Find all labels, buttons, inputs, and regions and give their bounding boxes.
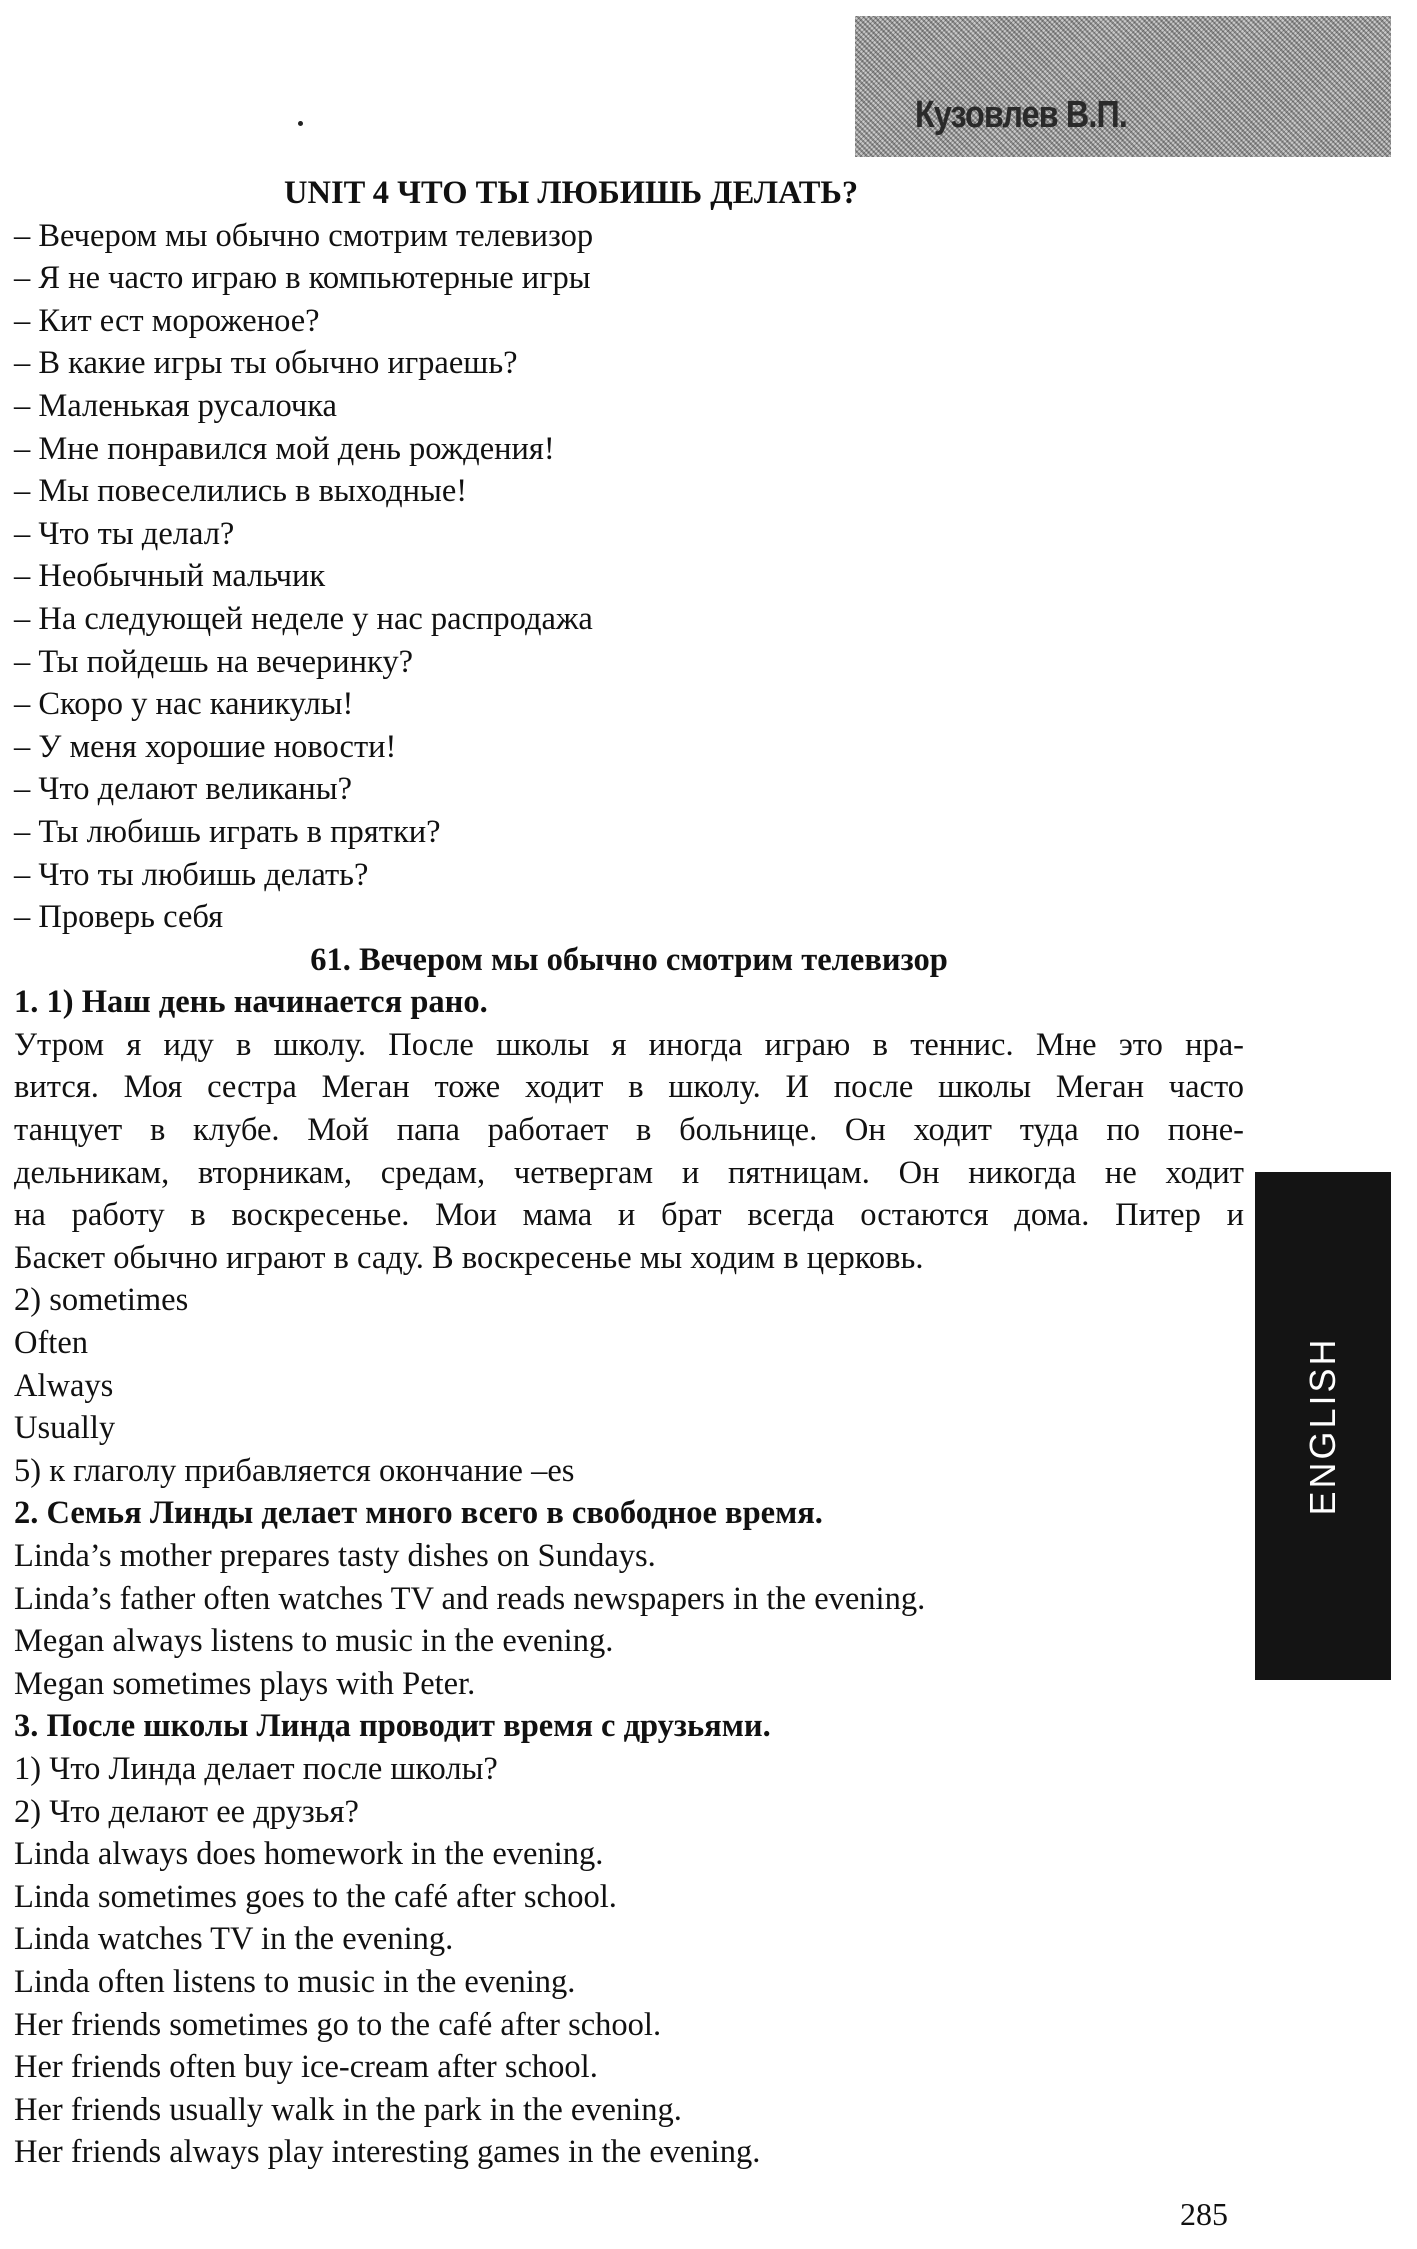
answer-line: Often xyxy=(14,1325,88,1362)
toc-item: – На следующей неделе у нас распродажа xyxy=(14,600,593,637)
answer-line: Always xyxy=(14,1367,114,1404)
toc-item: – Кит ест мороженое? xyxy=(14,302,320,339)
toc-item: – Что ты делал? xyxy=(14,515,235,552)
answer-line: Linda often listens to music in the evening. xyxy=(14,1963,576,2000)
exercise-3-heading: 3. После школы Линда проводит время с друзьями. xyxy=(14,1708,771,1745)
toc-item: – У меня хорошие новости! xyxy=(14,728,397,765)
toc-item: – Ты пойдешь на вечеринку? xyxy=(14,643,414,680)
answer-line: Linda sometimes goes to the café after school. xyxy=(14,1878,617,1915)
exercise-2 xyxy=(14,1492,1244,1705)
answer-line: 5) к глаголу прибавляется окончание –es xyxy=(14,1452,575,1489)
lesson-title: 61. Вечером мы обычно смотрим телевизор xyxy=(310,941,948,978)
exercise-3 xyxy=(14,1705,1244,2174)
toc-item: – Я не часто играю в компьютерные игры xyxy=(14,260,591,297)
paragraph-line: дельникам, вторникам, средам, четвергам и пятницам. Он никогда не ходит xyxy=(14,1154,1244,1191)
answer-line: Usually xyxy=(14,1410,116,1447)
answer-line: 1) Что Линда делает после школы? xyxy=(14,1750,498,1787)
toc-item: – Проверь себя xyxy=(14,899,224,936)
paragraph-line: танцует в клубе. Мой папа работает в больнице. Он ходит туда по поне- xyxy=(14,1112,1244,1149)
page-number: 285 xyxy=(1180,2196,1228,2232)
answer-line: Linda always does homework in the evening. xyxy=(14,1836,604,1873)
toc-item: – Вечером мы обычно смотрим телевизор xyxy=(14,217,594,254)
answer-line: Her friends sometimes go to the café after school. xyxy=(14,2006,662,2043)
paragraph-line: Баскет обычно играют в саду. В воскресенье мы ходим в церковь. xyxy=(14,1239,924,1276)
toc-item: – В какие игры ты обычно играешь? xyxy=(14,345,518,382)
answer-line: 2) Что делают ее друзья? xyxy=(14,1793,359,1830)
answer-line: Her friends always play interesting games in the evening. xyxy=(14,2134,761,2171)
toc-item: – Мы повеселились в выходные! xyxy=(14,473,468,510)
answer-line: Linda’s father often watches TV and reads newspapers in the evening. xyxy=(14,1580,926,1617)
toc-item: – Скоро у нас каникулы! xyxy=(14,686,354,723)
table-of-contents xyxy=(14,215,1244,939)
header-stamp xyxy=(855,16,1391,157)
answer-line: Linda watches TV in the evening. xyxy=(14,1921,454,1958)
answer-line: Megan sometimes plays with Peter. xyxy=(14,1665,476,1702)
exercise-1 xyxy=(14,981,1244,1492)
answer-line: Megan always listens to music in the evening. xyxy=(14,1623,614,1660)
page-content xyxy=(14,172,1244,2174)
english-side-tab xyxy=(1255,1172,1391,1680)
toc-item: – Что ты любишь делать? xyxy=(14,856,369,893)
exercise-1-heading: 1. 1) Наш день начинается рано. xyxy=(14,984,488,1021)
toc-item: – Мне понравился мой день рождения! xyxy=(14,430,555,467)
toc-item: – Ты любишь играть в прятки? xyxy=(14,813,441,850)
toc-item: – Маленькая русалочка xyxy=(14,387,337,424)
answer-line: Linda’s mother prepares tasty dishes on Sundays. xyxy=(14,1538,656,1574)
answer-line: Her friends usually walk in the park in the evening. xyxy=(14,2091,682,2128)
answer-line: 2) sometimes xyxy=(14,1282,189,1319)
exercise-2-heading: 2. Семья Линды делает много всего в свободное время. xyxy=(14,1495,823,1532)
side-tab-label: ENGLISH xyxy=(1302,1336,1343,1516)
unit-title: UNIT 4 ЧТО ТЫ ЛЮБИШЬ ДЕЛАТЬ? xyxy=(284,175,859,211)
toc-item: – Что делают великаны? xyxy=(14,771,352,808)
toc-item: – Необычный мальчик xyxy=(14,558,326,595)
answer-line: Her friends often buy ice-cream after school. xyxy=(14,2049,598,2086)
paragraph-line: вится. Моя сестра Меган тоже ходит в школу. И после школы Меган часто xyxy=(14,1069,1244,1106)
stamp-text: Кузовлев В.П. xyxy=(915,94,1127,136)
paragraph-line: на работу в воскресенье. Мои мама и брат всегда остаются дома. Питер и xyxy=(14,1197,1244,1234)
stray-dot xyxy=(298,121,303,126)
paragraph-line: Утром я иду в школу. После школы я иногда играю в теннис. Мне это нра- xyxy=(14,1026,1244,1063)
